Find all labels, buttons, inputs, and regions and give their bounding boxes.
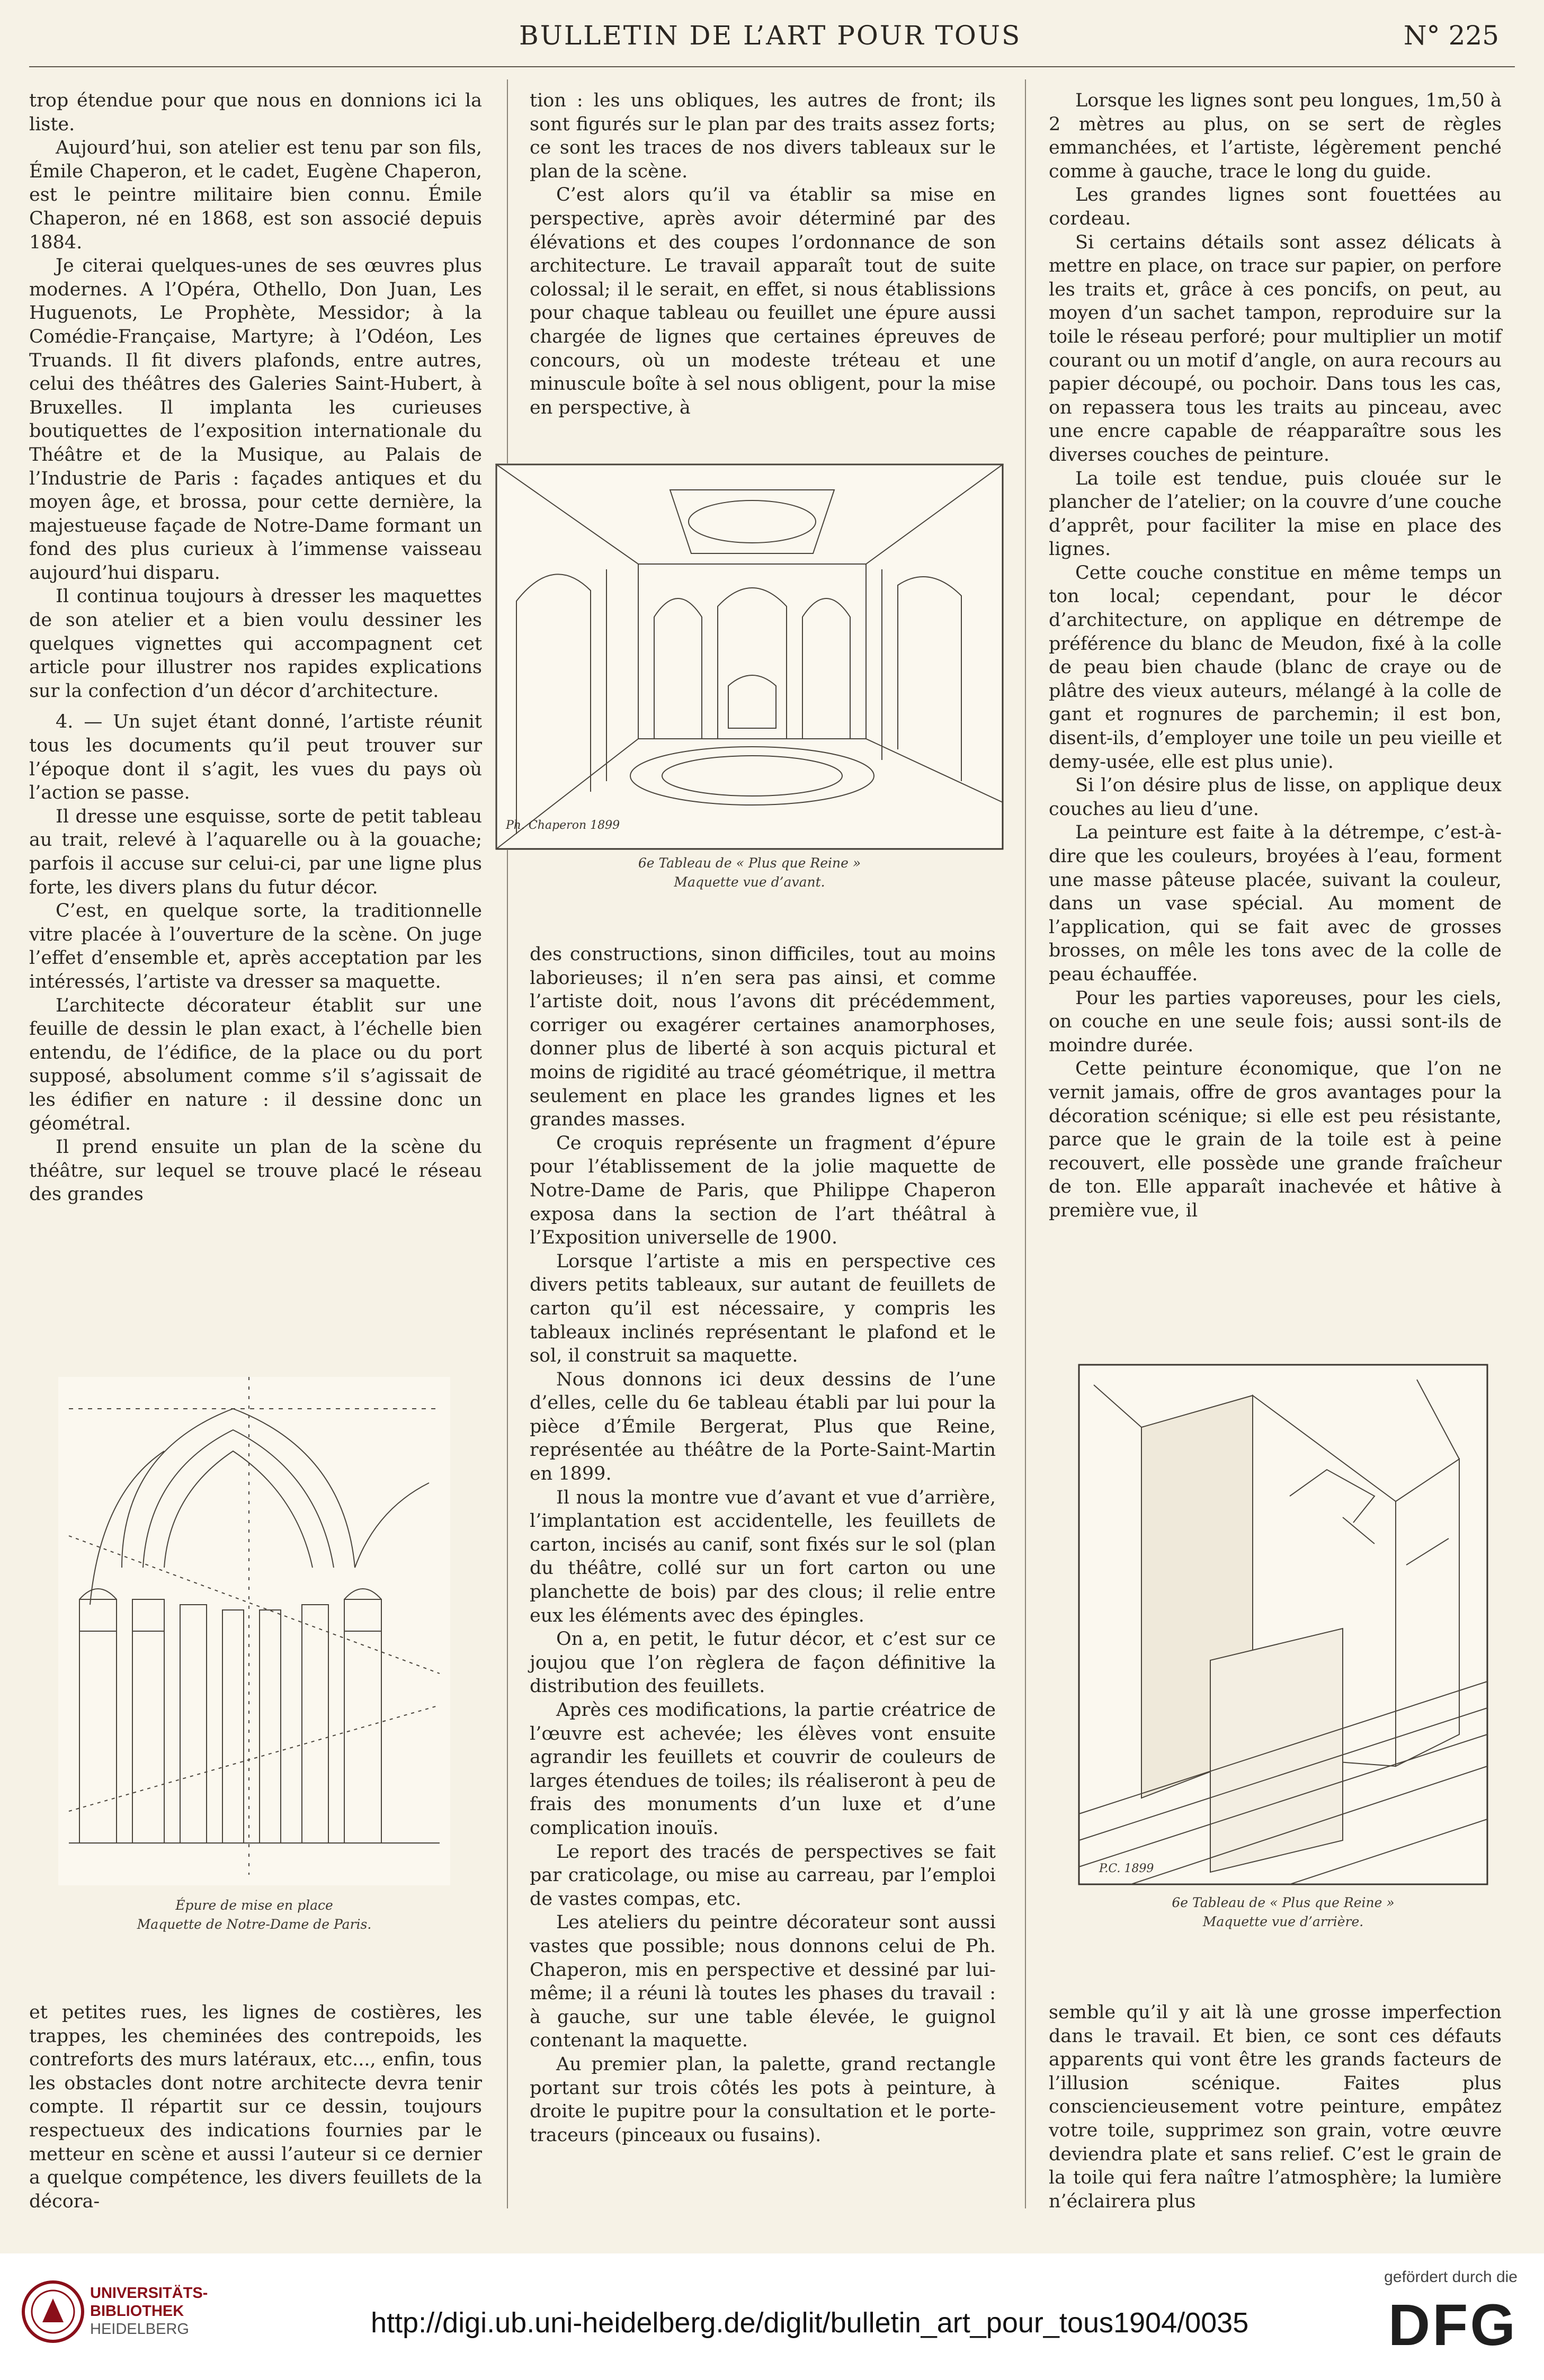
paragraph: C’est, en quelque sorte, la traditionnelle vitre placée à l’ouverture de la scène. On juge l’effet d’ensemble et, après acceptation par les intéressés, l’artiste va dresser sa maquette. [29, 900, 482, 992]
paragraph: Lorsque l’artiste a mis en perspective ces divers petits tableaux, sur autant de feuillets de carton qu’il est nécessaire, y compris les tableaux inclinés représentant le plafond et le sol, il construit sa maquette. [530, 1250, 996, 1367]
paragraph: Si certains détails sont assez délicats à mettre en place, on trace sur papier, on perfore les traits et, grâce à ces poncifs, on peut, au moyen d’un sachet tampon, reproduire sur la toile le réseau perforé; pour multiplier un motif courant ou un motif d’angle, on aura recours au papier découpé, ou pochoir. Dans tous les cas, on repassera tous les traits au pinceau, avec une encre capable de réapparaître sous les diverses couches de peinture. [1049, 231, 1502, 466]
page-header [0, 16, 1544, 58]
caption-line: 6e Tableau de « Plus que Reine » [638, 855, 861, 871]
page-number: N° 225 [1403, 20, 1499, 51]
paragraph: Au premier plan, la palette, grand rectangle portant sur trois côtés les pots à peinture, à droite le pupitre pour la consultation et le porte-traceurs (pinceaux ou fusains). [530, 2053, 996, 2146]
signature-front: Ph. Chaperon 1899 [506, 819, 620, 832]
source-url-link[interactable]: http://digi.ub.uni-heidelberg.de/diglit/bulletin_art_pour_tous1904/0035 [371, 2307, 1249, 2339]
maquette-front-drawing [495, 463, 1004, 850]
paragraph: Il nous la montre vue d’avant et vue d’arrière, l’implantation est accidentelle, les feuillets de carton, incisés au canif, sont fixés sur le sol (plan du théâtre, collé sur un fort carton ou une planchette de bois) par des clous; il relie entre eux les éléments avec des épingles. [530, 1487, 996, 1626]
paragraph: Les grandes lignes sont fouettées au cordeau. [1049, 184, 1502, 229]
paragraph: Cette peinture économique, que l’on ne vernit jamais, offre de gros avantages pour la décoration scénique; si elle est peu résistante, parce que le grain de la toile est à peine recouvert, elle possède une grande fraîcheur de ton. Elle apparaît inachevée et hâtive à première vue, il [1049, 1058, 1502, 1221]
column-left-top [29, 89, 482, 1206]
paragraph: Les ateliers du peintre décorateur sont aussi vastes que possible; nous donnons celui de Ph. Chaperon, mis en perspective et dessiné par lui-même; il a réuni là toutes les phases du travail : à gauche, sur une table élevée, le guignol contenant la maquette. [530, 1912, 996, 2052]
paragraph: Lorsque les lignes sont peu longues, 1m,50 à 2 mètres au plus, on se sert de règles emmanchées, et l’artiste, légèrement penché comme à gauche, trace le long du guide. [1049, 90, 1502, 182]
column-rule-1 [507, 79, 508, 2208]
funded-by-label: gefördert durch die [1384, 2268, 1518, 2286]
caption-line: Épure de mise en place [175, 1898, 333, 1913]
uni-line: HEIDELBERG [90, 2321, 189, 2338]
column-left-bottom [29, 2001, 482, 2213]
paragraph: Je citerai quelques-unes de ses œuvres plus modernes. A l’Opéra, Othello, Don Juan, Les Huguenots, Le Prophète, Messidor; à la Comédie-Française, Martyre; à l’Odéon, Les Truands. Il fit divers plafonds, entre autres, celui des théâtres des Galeries Saint-Hubert, à Bruxelles. Il implanta les curieuses boutiquettes de l’exposition internationale du Théâtre et de la Musique, au Palais de l’Industrie de Paris : façades antiques et du moyen âge, et brossa, pour cette dernière, la majestueuse façade de Notre-Dame formant un fond des plus curieux à l’immense vaisseau aujourd’hui disparu. [29, 255, 482, 584]
paragraph: Il prend ensuite un plan de la scène du théâtre, sur lequel se trouve placé le réseau des grandes [29, 1137, 482, 1205]
paragraph: semble qu’il y ait là une grosse imperfection dans le travail. Et bien, ce sont ces défauts apparents qui vont être les grands facteurs de l’illusion scénique. Faites plus consciencieusement votre peinture, empâtez votre toile, supprimez son grain, votre œuvre deviendra plate et sans relief. C’est le grain de la toile qui fera naître l’atmosphère; la lumière n’éclairera plus [1049, 2002, 1502, 2212]
column-right-bottom [1049, 2001, 1502, 2213]
caption-front [495, 854, 1004, 892]
paragraph: Ce croquis représente un fragment d’épure pour l’établissement de la jolie maquette de Notre-Dame de Paris, que Philippe Chaperon exposa dans la section de l’art théâtral à l’Exposition universelle de 1900. [530, 1132, 996, 1249]
maquette-back-drawing [1078, 1364, 1488, 1885]
caption-epure [58, 1896, 450, 1934]
paragraph: Le report des tracés de perspectives se fait par craticolage, ou mise au carreau, par l’emploi de vastes compas, etc. [530, 1841, 996, 1910]
paragraph: Aujourd’hui, son atelier est tenu par son fils, Émile Chaperon, et le cadet, Eugène Chaperon, est le peintre militaire bien connu. Émile Chaperon, né en 1868, est son associé depuis 1884. [29, 137, 482, 253]
paragraph: On a, en petit, le futur décor, et c’est sur ce joujou que l’on règlera de façon définitive la distribution des feuillets. [530, 1629, 996, 1697]
caption-back [1078, 1893, 1488, 1931]
digitization-footer [0, 2253, 1544, 2380]
header-rule [29, 66, 1515, 67]
uni-line: BIBLIOTHEK [90, 2303, 184, 2320]
paragraph: 4. — Un sujet étant donné, l’artiste réunit tous les documents qu’il peut trouver sur l’époque dont il s’agit, les vues du pays où l’action se passe. [29, 711, 482, 804]
paragraph: L’architecte décorateur établit sur une feuille de dessin le plan exact, à l’échelle bien entendu, de l’édifice, de la place ou du port supposé, absolument comme s’il s’agissait de les édifier en nature : il dessine donc un géométral. [29, 995, 482, 1134]
figure-maquette-back [1078, 1364, 1488, 1885]
paragraph: Pour les parties vaporeuses, pour les ciels, on couche en une seule fois; aussi sont-ils de moindre durée. [1049, 987, 1502, 1056]
caption-line: 6e Tableau de « Plus que Reine » [1172, 1895, 1395, 1910]
caption-line: Maquette vue d’avant. [674, 874, 825, 890]
column-middle-bottom [530, 943, 996, 2147]
paragraph: Après ces modifications, la partie créatrice de l’œuvre est achevée; les élèves vont ensuite agrandir les feuillets et couvrir de couleurs de larges étendues de toiles; ils réaliseront à peu de frais des monuments d’un luxe et d’une complication inouïs. [530, 1699, 996, 1839]
caption-line: Maquette vue d’arrière. [1202, 1914, 1364, 1929]
figure-maquette-front [495, 463, 1004, 850]
caption-line: Maquette de Notre-Dame de Paris. [137, 1917, 372, 1932]
column-middle-top [530, 89, 996, 419]
paragraph: Il continua toujours à dresser les maquettes de son atelier et a bien voulu dessiner les quelques vignettes qui accompagnent cet article pour illustrer nos rapides explications sur la confection d’un décor d’architecture. [29, 586, 482, 702]
uni-line: UNIVERSITÄTS- [90, 2285, 208, 2302]
column-rule-2 [1025, 79, 1026, 2208]
paragraph: Il dresse une esquisse, sorte de petit tableau au trait, relevé à l’aquarelle ou à la gouache; parfois il accuse sur celui-ci, par une ligne plus forte, les divers plans du futur décor. [29, 806, 482, 898]
paragraph: Nous donnons ici deux dessins de l’une d’elles, celle du 6e tableau établi par lui pour la pièce d’Émile Bergerat, Plus que Reine, représentée au théâtre de la Porte-Saint-Martin en 1899. [530, 1368, 996, 1485]
paragraph: et petites rues, les lignes de costières, les trappes, les cheminées des contrepoids, les contreforts des murs latéraux, etc..., enfin, tous les obstacles dont notre architecte devra tenir compte. Il répartit sur ce dessin, toujours respectueux des indications fournies par le metteur en scène et aussi l’auteur si ce dernier a quelque compétence, les divers feuillets de la décora- [29, 2002, 482, 2212]
paragraph: La toile est tendue, puis clouée sur le plancher de l’atelier; on la couvre d’une couche d’apprêt, pour faciliter la mise en place des lignes. [1049, 468, 1502, 560]
university-library-name [90, 2284, 208, 2338]
paragraph: C’est alors qu’il va établir sa mise en perspective, après avoir déterminé par des élévations et des coupes l’ordonnance de son architecture. Le travail apparaît tout de suite colossal; il le serait, en effet, si nous établissions pour chaque tableau ou feuillet une épure aussi chargée de lignes que certaines épreuves de concours, où un modeste tréteau et une minuscule boîte à sel nous obligent, pour la mise en perspective, à [530, 184, 996, 418]
dfg-logo: DFG [1388, 2293, 1518, 2358]
epure-drawing [58, 1377, 450, 1885]
paragraph: tion : les uns obliques, les autres de front; ils sont figurés sur le plan par des traits assez forts; ce sont les traces de nos divers tableaux sur le plan de la scène. [530, 90, 996, 182]
journal-title: BULLETIN DE L’ART POUR TOUS [519, 20, 1022, 51]
paragraph: La peinture est faite à la détrempe, c’est-à-dire que les couleurs, broyées à l’eau, forment une masse pâteuse placée, suivant la couleur, dans un vase spécial. Au moment de l’application, qui se fait avec de grosses brosses, on mêle les tons avec de la colle de peau échauffée. [1049, 822, 1502, 985]
signature-back: P.C. 1899 [1099, 1862, 1154, 1875]
column-right-top [1049, 89, 1502, 1223]
figure-epure-notre-dame [58, 1377, 450, 1885]
paragraph: Si l’on désire plus de lisse, on applique deux couches au lieu d’une. [1049, 775, 1502, 820]
university-seal-icon [21, 2280, 85, 2343]
paragraph: trop étendue pour que nous en donnions ici la liste. [29, 90, 482, 135]
paragraph: Cette couche constitue en même temps un ton local; cependant, pour le décor d’architecture, on applique en détrempe de préférence du blanc de Meudon, fixé à la colle de peau bien chaude (blanc de craye ou de plâtre des vieux auteurs, mélangé à la colle de gant et rognures de parchemin; il est bon, disent-ils, d’employer une toile un peu vieille et demy-usée, elle est plus unie). [1049, 562, 1502, 773]
paragraph: des constructions, sinon difficiles, tout au moins laborieuses; il n’en sera pas ainsi, et comme l’artiste doit, nous l’avons dit précédemment, corriger ou exagérer certaines anamorphoses, donner plus de liberté à son acquis pictural et moins de rigidité au tracé géométrique, il mettra seulement en place les grandes lignes et les grandes masses. [530, 944, 996, 1131]
